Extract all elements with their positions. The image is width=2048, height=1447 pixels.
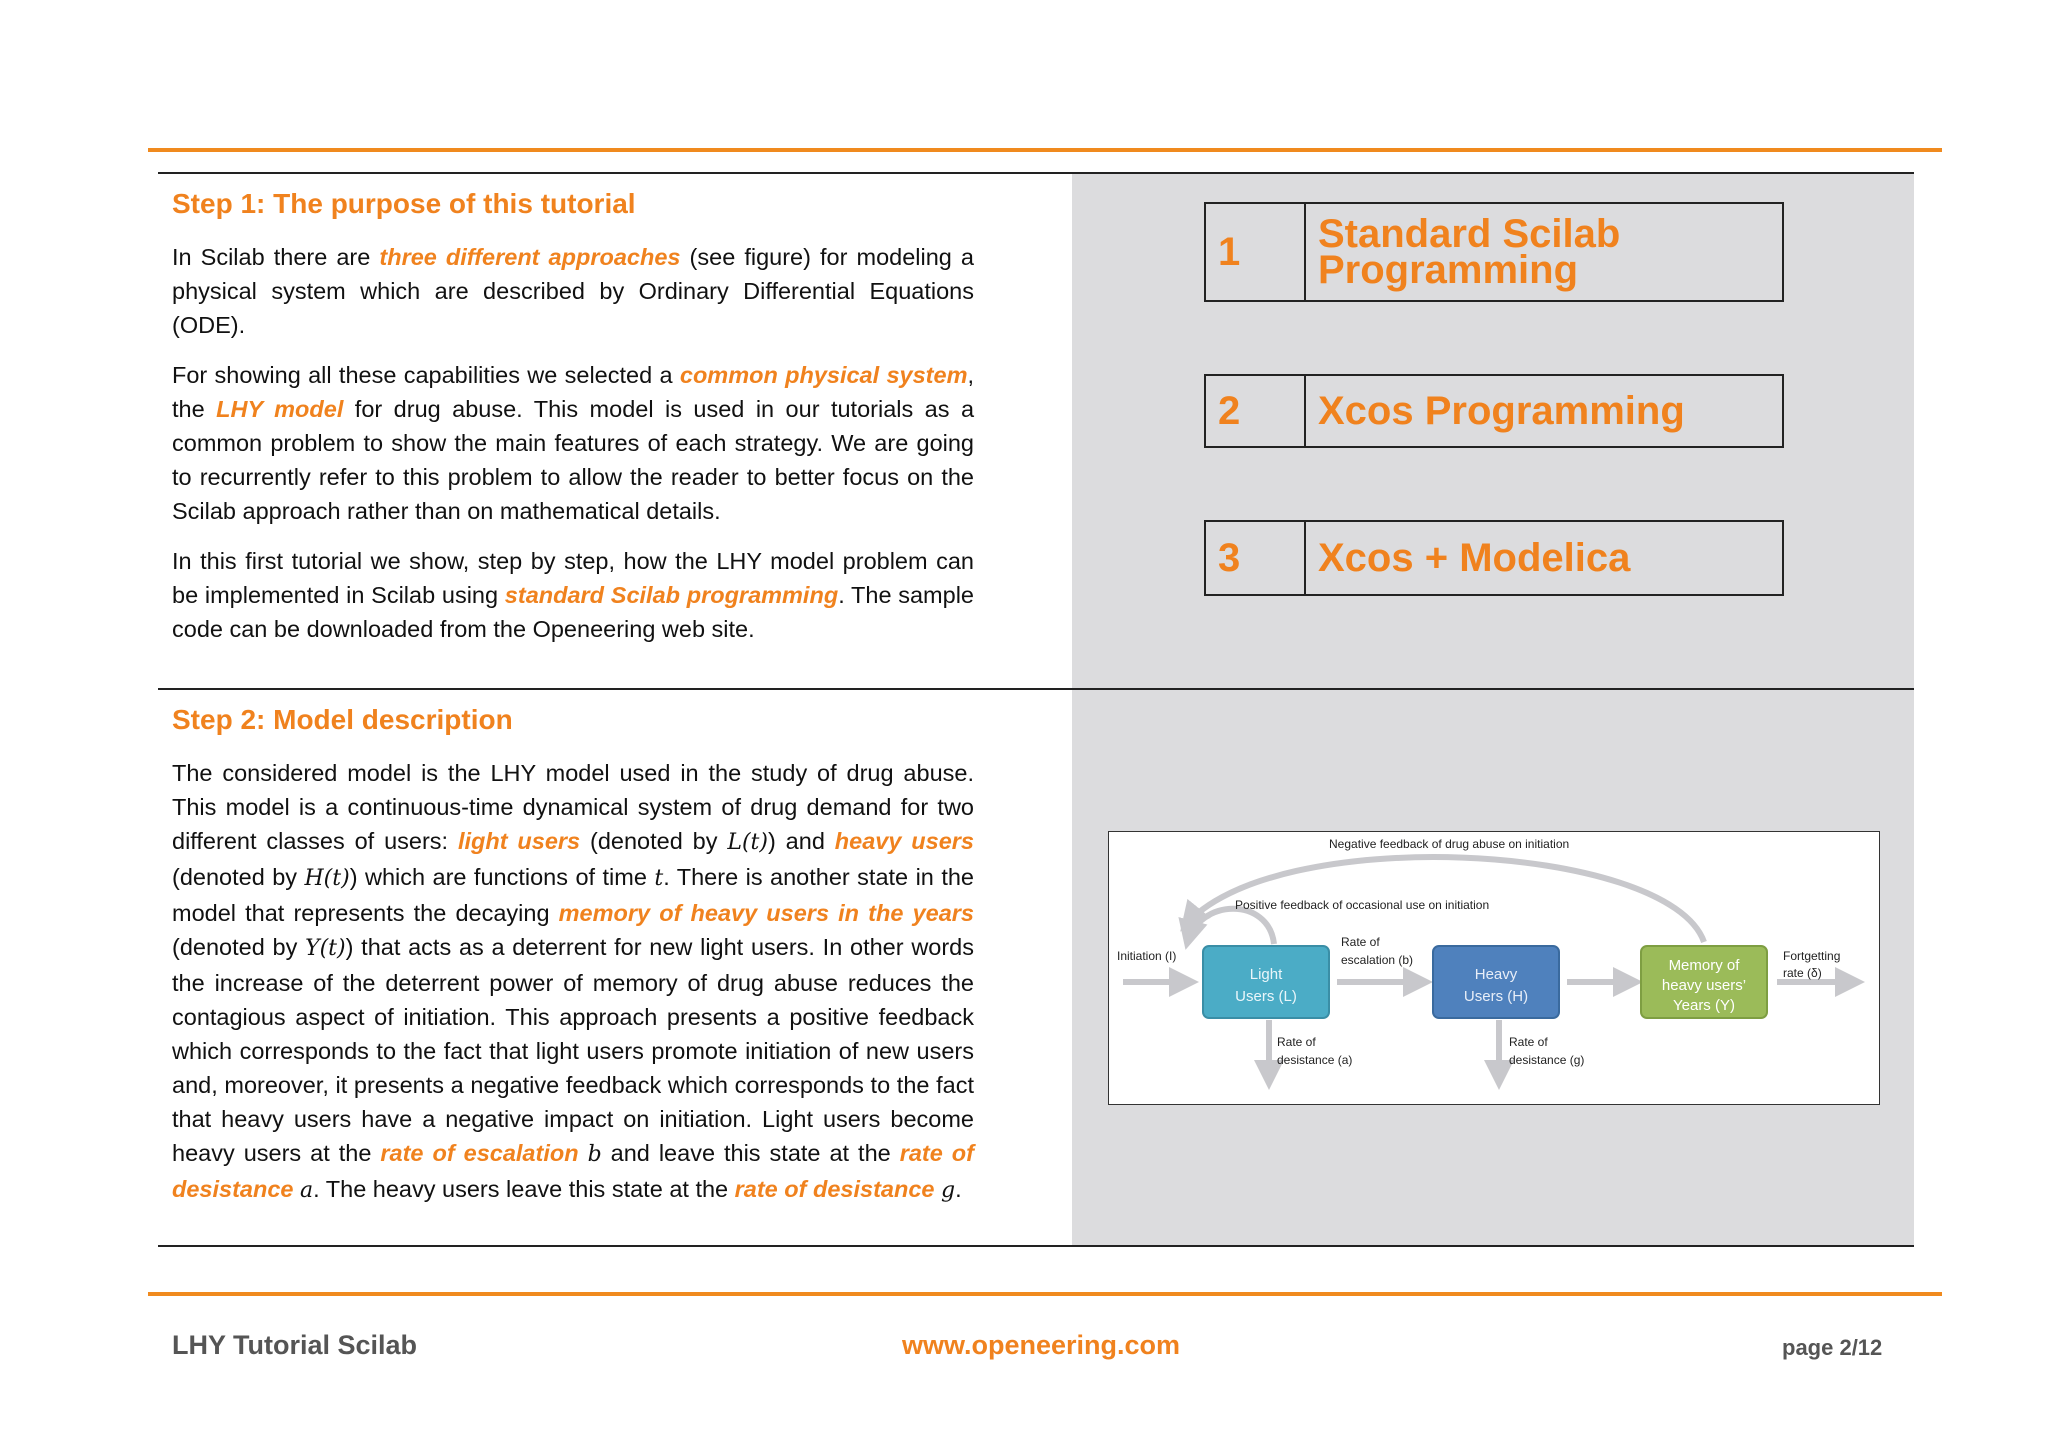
escalation-label: escalation (b) xyxy=(1341,953,1414,967)
forgetting-label: Fortgetting xyxy=(1783,949,1841,963)
math-symbol: b xyxy=(587,1142,602,1167)
math-symbol: L(t) xyxy=(727,830,768,855)
approach-number: 3 xyxy=(1206,522,1306,594)
math-symbol: a xyxy=(300,1178,314,1203)
desistance-g-label: desistance (g) xyxy=(1509,1053,1585,1067)
step2-paragraph: The considered model is the LHY model used in the study of drug abuse. This model is a continuous-time dynamical system of drug demand for two different classes of users: light users (denoted by L(t)) and heavy users (denoted by H(t)) which are functions of time t. There is another state in the model that represents the decaying memory of heavy users in the years (denoted by Y(t)) that acts as a deterrent for new light users. In other words the increase of the deterrent power of memory of drug abuse reduces the contagious aspect of initiation. This approach presents a positive feedback which corresponds to the fact that light users promote initiation of new users and, moreover, it presents a negative feedback which corresponds to the fact that heavy users have a negative impact on initiation. Light users become heavy users at the rate of escalation b and leave this state at the rate of desistance a. The heavy users leave this state at the rate of desistance g. xyxy=(172,760,975,1203)
highlight: light users xyxy=(457,828,581,854)
memory-label: heavy users’ xyxy=(1661,977,1747,994)
step2-section xyxy=(172,704,974,1224)
lhy-model-diagram xyxy=(1108,831,1880,1105)
approach-number: 2 xyxy=(1206,376,1306,446)
highlight: memory of heavy users in the years xyxy=(558,900,974,926)
negative-feedback-label: Negative feedback of drug abuse on initiation xyxy=(1329,837,1570,851)
math-symbol: t xyxy=(654,866,664,891)
table-bottom-border xyxy=(158,1245,1914,1247)
approach-box-3 xyxy=(1204,520,1784,596)
desistance-g-label: Rate of xyxy=(1509,1035,1548,1049)
footer-website-link[interactable]: www.openeering.com xyxy=(902,1330,1181,1360)
heavy-users-label: Heavy xyxy=(1474,966,1518,983)
approach-label: Standard Scilab Programming xyxy=(1318,212,1621,292)
math-symbol: H(t) xyxy=(304,866,350,891)
header-rule xyxy=(148,148,1942,152)
step1-paragraph-2: For showing all these capabilities we selected a common physical system, the LHY model for drug abuse. This model is used in our tutorials as a common problem to show the main features of each strategy. We are going to recurrently refer to this problem to allow the reader to better focus on the Scilab approach rather than on mathematical details. xyxy=(172,362,975,524)
highlight: rate of desistance xyxy=(734,1176,935,1202)
step1-paragraph-1: In Scilab there are three different approaches (see figure) for modeling a physical system which are described by Ordinary Differential Equations (ODE). xyxy=(172,244,974,338)
escalation-label: Rate of xyxy=(1341,935,1380,949)
initiation-label: Initiation (I) xyxy=(1117,949,1177,963)
highlight: LHY model xyxy=(216,396,344,422)
math-symbol: Y(t) xyxy=(305,936,346,961)
memory-label: Years (Y) xyxy=(1673,997,1735,1014)
highlight: heavy users xyxy=(834,828,974,854)
highlight: common physical system xyxy=(679,362,968,388)
footer-page-number: page 2/12 xyxy=(1782,1335,1883,1360)
light-users-label: Light xyxy=(1249,966,1283,983)
memory-label: Memory of xyxy=(1668,957,1740,974)
approach-box-2 xyxy=(1204,374,1784,448)
highlight: rate of desistance xyxy=(172,1140,974,1202)
approach-label: Xcos Programming xyxy=(1318,389,1685,433)
step2-title: Step 2: Model description xyxy=(172,704,513,735)
light-users-label: Users (L) xyxy=(1235,988,1297,1005)
step1-title: Step 1: The purpose of this tutorial xyxy=(172,188,636,219)
math-symbol: g xyxy=(941,1178,956,1203)
positive-feedback-label: Positive feedback of occasional use on initiation xyxy=(1235,898,1490,912)
heavy-users-label: Users (H) xyxy=(1463,988,1529,1005)
highlight: standard Scilab programming xyxy=(504,582,839,608)
desistance-a-label: desistance (a) xyxy=(1277,1053,1353,1067)
highlight: rate of escalation xyxy=(380,1140,579,1166)
desistance-a-label: Rate of xyxy=(1277,1035,1316,1049)
approach-label: Xcos + Modelica xyxy=(1318,536,1631,580)
forgetting-label: rate (δ) xyxy=(1783,966,1822,980)
approach-box-1 xyxy=(1204,202,1784,302)
highlight: three different approaches xyxy=(379,244,681,270)
footer-left: LHY Tutorial Scilab xyxy=(172,1330,418,1360)
step1-paragraph-3: In this first tutorial we show, step by step, how the LHY model problem can be implemented in Scilab using standard Scilab programming. The sample code can be downloaded from the Openeering web site. xyxy=(172,548,974,642)
approach-number: 1 xyxy=(1206,204,1306,300)
footer-rule xyxy=(148,1292,1942,1296)
lhy-diagram-svg xyxy=(1109,832,1879,1104)
step1-section xyxy=(172,188,974,662)
